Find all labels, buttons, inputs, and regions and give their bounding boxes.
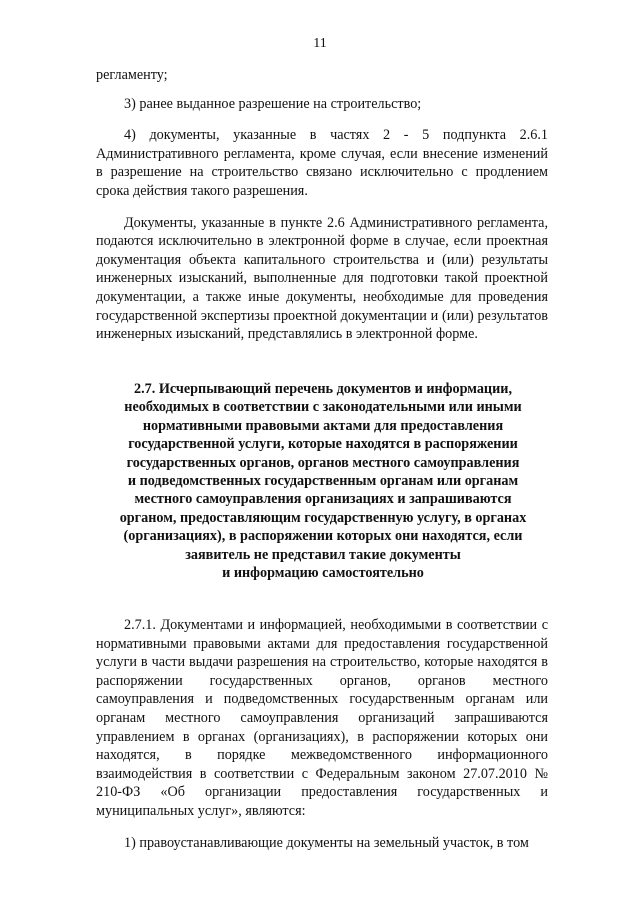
- heading-line: государственных органов, органов местного самоуправления: [126, 454, 520, 471]
- list-item-3: 3) ранее выданное разрешение на строительство;: [124, 95, 422, 112]
- heading-line: органом, предоставляющим государственную услугу, в органах: [119, 509, 527, 526]
- heading-line: и подведомственных государственным органам или органам: [127, 473, 519, 490]
- heading-line: необходимых в соответствии с законодательными или иными: [124, 399, 522, 416]
- heading-line: и информацию самостоятельно: [222, 565, 424, 582]
- top-text-block: [96, 66, 548, 344]
- paragraph-electronic-form: Документы, указанные в пункте 2.6 Административного регламента, подаются исключительно в электронной форме в случае, если проектная документация объекта капитального строительства и (или) результаты инженерных изысканий, выполненные для подготовки такой проектной документации, а также иные документы, необходимые для проведения государственной экспертизы проектной документации и (или) результатов инженерных изысканий, представлялись в электронной форме.: [96, 214, 548, 343]
- heading-line: государственной услуги, которые находятся в распоряжении: [128, 436, 518, 453]
- heading-line: (организациях), в распоряжении которых они находятся, если: [123, 528, 523, 545]
- page-number: 11: [313, 36, 327, 51]
- heading-line: местного самоуправления организациях и запрашиваются: [134, 491, 512, 508]
- section-2-7-body: [96, 616, 548, 852]
- heading-line: 2.7. Исчерпывающий перечень документов и информации,: [133, 381, 513, 397]
- section-heading-2-7: [110, 380, 536, 582]
- heading-line: нормативными правовыми актами для предоставления: [142, 417, 504, 434]
- list-item-4: 4) документы, указанные в частях 2 - 5 подпункта 2.6.1 Административного регламента, кроме случая, если внесение изменений в разрешение на строительство связано исключительно с продлением срока действия такого разрешения.: [96, 127, 548, 199]
- list-item-1: 1) правоустанавливающие документы на земельный участок, в том: [124, 834, 529, 851]
- paragraph-2-7-1: 2.7.1. Документами и информацией, необходимыми в соответствии с нормативными правовыми актами для предоставления государственной услуги в части выдачи разрешения на строительство, которые находятся в распоряжении государственных органов, органов местного самоуправления и подведомственных государственным органам или органам местного самоуправления организаций запрашиваются управлением в органах (организациях), в распоряжении которых они находятся, в порядке межведомственного информационного взаимодействия в соответствии с Федеральным законом 27.07.2010 № 210-ФЗ «Об организации предоставления государственных и муниципальных услуг», являются:: [96, 617, 548, 819]
- paragraph-continuation: регламенту;: [96, 67, 168, 83]
- heading-line: заявитель не представил такие документы: [185, 546, 461, 563]
